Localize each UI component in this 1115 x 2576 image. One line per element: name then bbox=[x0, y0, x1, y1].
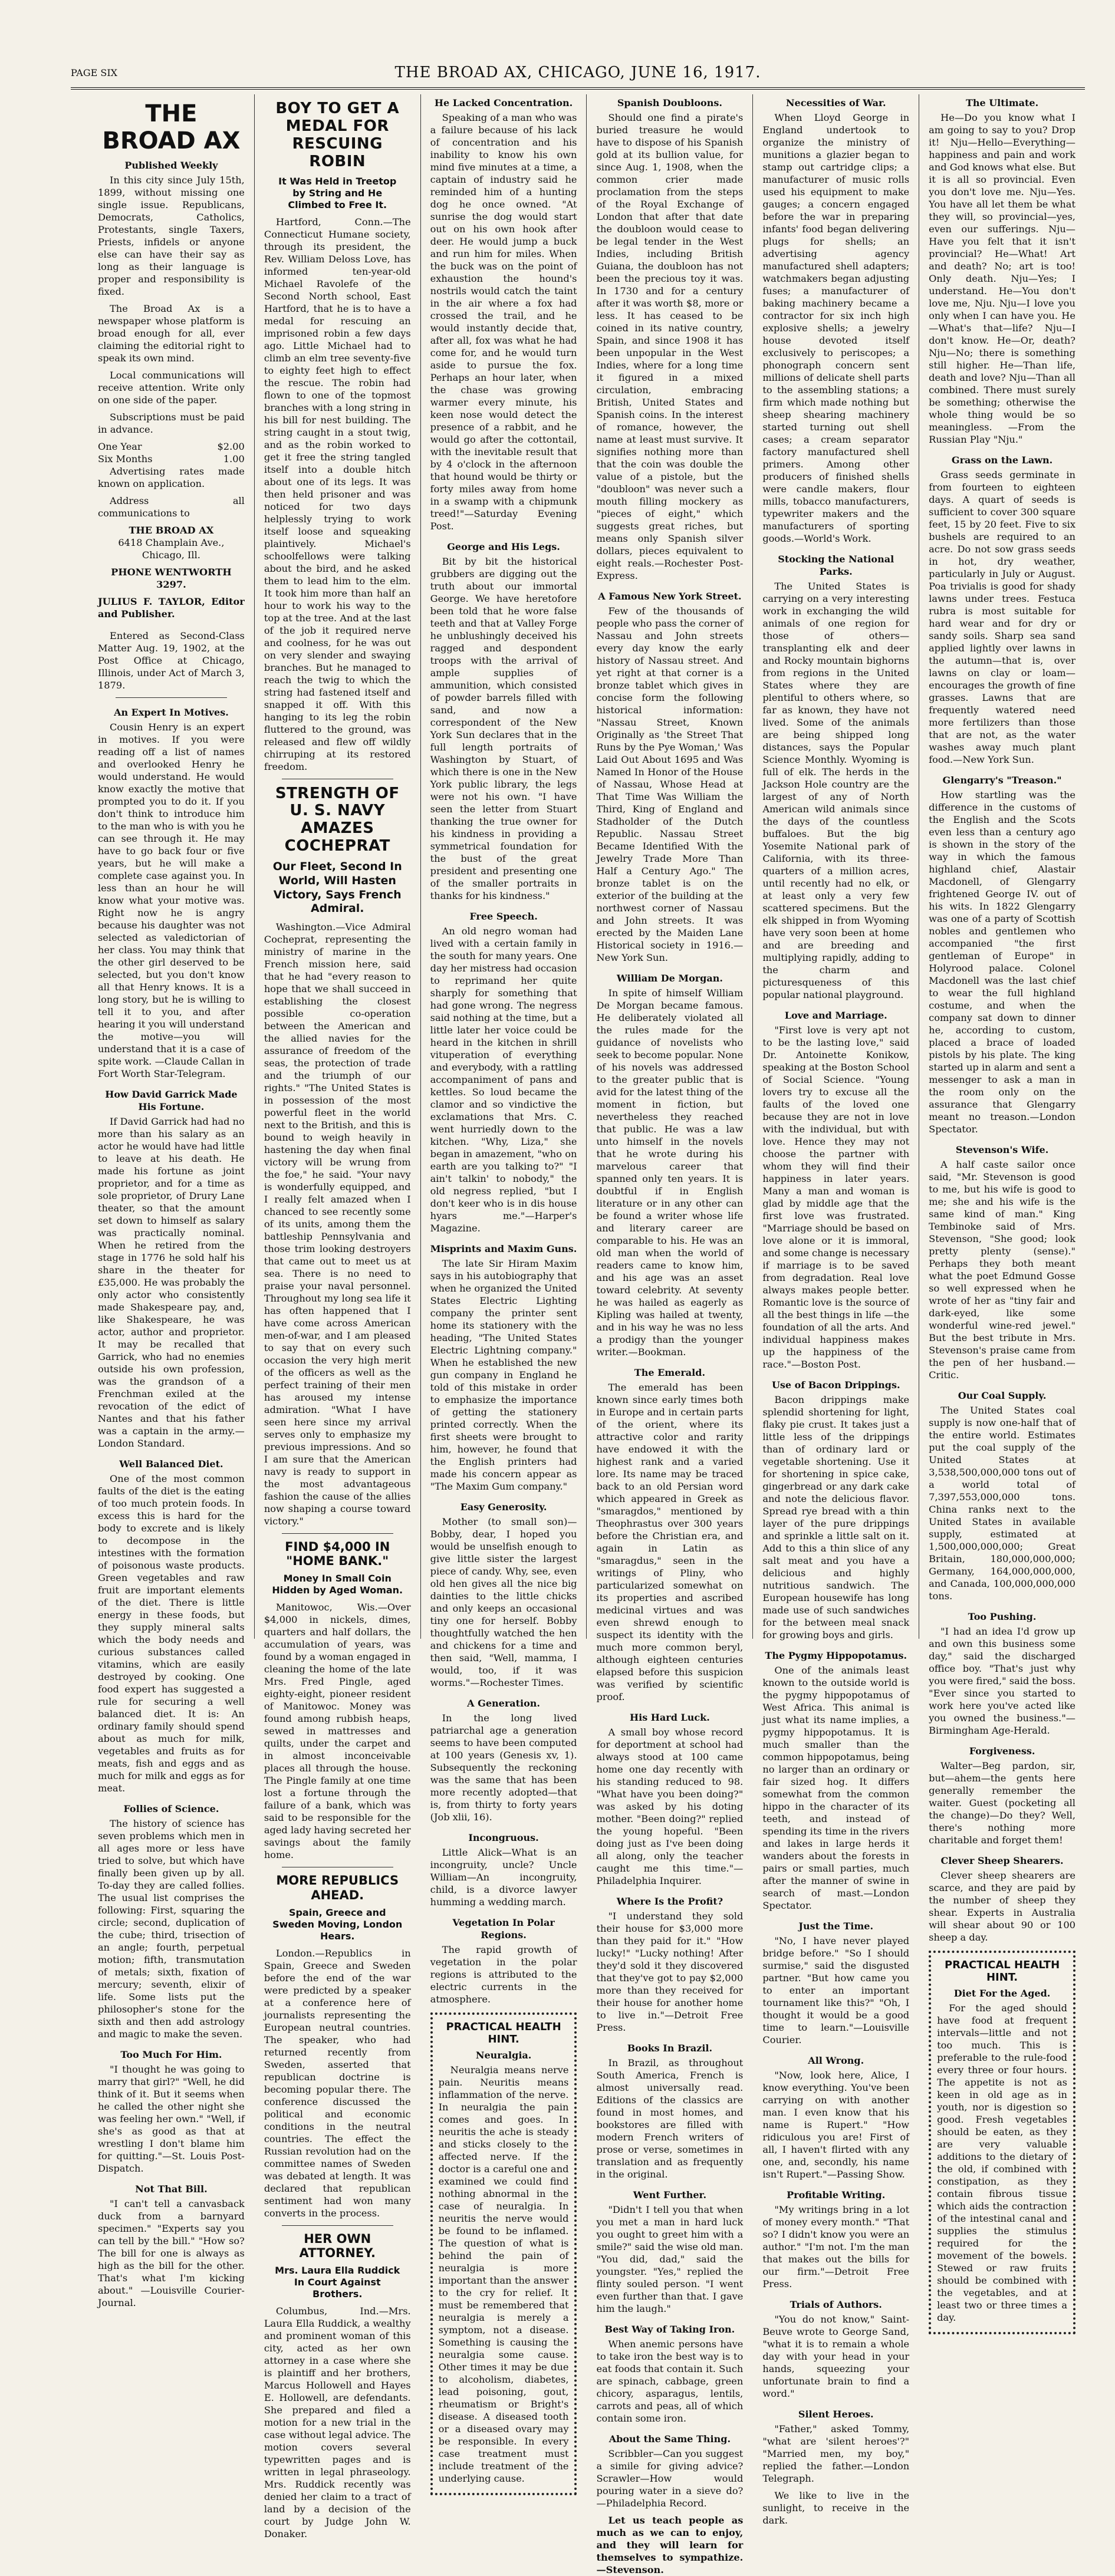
article-headline: Too Pushing. bbox=[968, 1611, 1037, 1622]
divider bbox=[282, 1533, 393, 1534]
article-headline: About the Same Thing. bbox=[609, 2433, 731, 2445]
article-subhead: It Was Held in Treetop by String and He Climbed to Free It. bbox=[278, 175, 397, 210]
article-body: The rapid growth of vegetation in the polar regions is attributed to the electric currents in the atmosphere. bbox=[430, 1944, 577, 2005]
article-body: In Brazil, as throughout South America, French is almost universally read. Editions of the classics are found in most homes, and bookstores are filled with modern French writers of prose or verse, sometimes in translation and as frequently in the original. bbox=[596, 2057, 744, 2180]
article-body: The emerald has been known since early times both in Europe and in certain parts of the orient, where its attractive color and rarity have endowed it with the highest rank and a varied lore. Its name may be traced back to an old Persian word which appeared in Greek as "smaragdos," mentioned by Theophrastus over 300 years before the Christian era, and again in Latin as "smaragdus," seen in the writings of Pliny, who particularized somewhat on its properties and ascribed medicinal virtues and was even shrewd enough to suspect its identity with the much more common beryl, although eighteen centuries elapsed before this suspicion was verified by scientific proof. bbox=[596, 1382, 744, 1702]
article-body: When anemic persons have to take iron the best way is to eat foods that contain it. Such are spinach, cabbage, green chicory, asparagus, lentils, carrots and peas, all of which contain some iron. bbox=[596, 2338, 744, 2424]
article-subhead: Mrs. Laura Ella Ruddick In Court Against Brothers. bbox=[275, 2264, 400, 2300]
article-headline: HER OWN ATTORNEY. bbox=[299, 2231, 376, 2260]
page-label: PAGE SIX bbox=[71, 67, 118, 78]
rate-one-year: One Year $2.00 bbox=[98, 441, 245, 452]
masthead bbox=[71, 64, 1085, 90]
article-body: Should one find a pirate's buried treasure he would have to dispose of his Spanish gold at its bullion value, for since Aug. 1, 1908, when the common crier made proclamation from the steps of the Royal Exchange of London that after that date the doubloon would cease to be legal tender in the West Indies, including British Guiana, the doubloon has not been the precious toy it was. In 1730 and for a century after it was worth $8, more or less. It has ceased to be coined in its native country, Spain, and since 1908 it has been unpopular in the West Indies, where for a long time it figured in a mixed circulation, embracing British, United States and Spanish coins. In the interest of romance, however, the name at least must survive. It signifies nothing more than that the coin was double the value of a pistole, but the "doubloon" was never such a mouth filling mockery as "pieces of eight," which suggests great riches, but means only Spanish silver dollars, pieces equivalent to eight reals.—Rochester Post-Express. bbox=[596, 112, 744, 581]
article-body: Bit by bit the historical grubbers are digging out the truth about our immortal George. We have heretofore been told that he wore false teeth and that at Valley Forge he unblushingly deceived his ragged and despondent troops with the arrival of ample supplies of ammunition, which consisted of powder barrels filled with sand, and now a correspondent of the New York Sun declares that in the full length portraits of Washington by Stuart, of which there is one in the New York public library, the legs were not his own. "I have seen the letter from Stuart thanking the true owner for his kindness in providing a symmetrical foundation for the bust of the great president and presenting one of the smaller portraits in thanks for his kindness." bbox=[430, 556, 577, 901]
article-headline: How David Garrick Made His Fortune. bbox=[105, 1089, 238, 1113]
article-body: "You do not know," Saint-Beuve wrote to George Sand, "what it is to remain a whole day with your head in your hands, squeezing your unfortunate brain to find a word." bbox=[762, 2314, 910, 2399]
article-body: If David Garrick had had no more than his salary as an actor he would have had little to leave at his death. He made his fortune as joint proprietor, and for a time as sole proprietor, of Drury Lane theater, so that the amount set down to himself as salary was practically nominal. When he retired from the stage in 1776 he sold half his share in the theater for £35,000. He was probably the only actor who consistently made Shakespeare pay, and, like Shakespeare, he was actor, author and proprietor. It may be recalled that Garrick, who had no enemies outside his own profession, was the grandson of a Frenchman exiled at the revocation of the edict of Nantes and that his father was a captain in the army.—London Standard. bbox=[98, 1116, 245, 1450]
article-body: Manitowoc, Wis.—Over $4,000 in nickels, dimes, quarters and half dollars, the accumulation of years, was found by a woman engaged in cleaning the home of the late Mrs. Fred Pingle, aged eighty-eight, pioneer resident of Manitowoc. Money was found among rubbish heaps, sewed in mattresses and quilts, under the carpet and in almost inconceivable places all through the house. The Pingle family at one time lost a fortune through the failure of a bank, which was said to be responsible for the aged lady having secreted her savings about the family home. bbox=[264, 1602, 411, 1861]
article-body: Mother (to small son)—Bobby, dear, I hoped you would be unselfish enough to give little sister the largest piece of candy. Why, see, even old hen gives all the nice big dainties to the little chicks and only keeps an occasional tiny one for herself. Bobby thoughtfully watched the hen and chickens for a time and then said, "Well, mamma, I would, too, if it was worms."—Rochester Times. bbox=[430, 1516, 577, 1688]
article-headline: Books In Brazil. bbox=[627, 2043, 713, 2054]
article-headline: Not That Bill. bbox=[135, 2183, 208, 2195]
columns bbox=[88, 94, 1085, 2575]
article-body: "First love is very apt not to be the lasting love," said Dr. Antoinette Konikow, speaking at the Boston School of Social Science. "Young lovers try to excuse all the faults of the loved one because they are not in love with the individual, but with love. Hence they may not choose the partner with whom they will find their happiness in later years. Many a man and woman is glad by middle age that the first love was frustrated. "Marriage should be based on love alone or it is immoral, and some change is necessary if marriage is to be saved from degradation. Real love always makes people better. Romantic love is the source of all the best things in life —the foundation of all the arts. And individual happiness makes up the happiness of the race."—Boston Post. bbox=[762, 1025, 910, 1370]
communications-note: Local communications will receive attention. Write only on one side of the paper. bbox=[98, 370, 245, 406]
article-body: Washington.—Vice Admiral Cocheprat, representing the ministry of marine in the French mission here, said that he had "every reason to hope that we shall succeed in establishing the closest possible co-operation between the American and the allied navies for the assurance of freedom of the seas, the protection of trade and the triumph of our rights." "The United States is in possession of the most powerful fleet in the world next to the British, and this is bound to weigh heavily in hastening the day when final victory will be wrung from the foe," he said. "Your navy is wonderfully equipped, and I really felt amazed when I chanced to see recently some of its units, among them the battleship Pennsylvania and those trim looking destroyers that came out to meet us at sea. There is no need to praise your naval personnel. Throughout my long sea life it has often happened that I have come across American men-of-war, and I am pleased to say that on every such occasion the very high merit of the officers as well as the perfect training of their men has aroused my intense admiration. "What I have seen here since my arrival serves only to emphasize my previous impressions. And so I am sure that the American navy is ready to support in the most advantageous fashion the cause of the allies now shaping a course toward victory." bbox=[264, 921, 411, 1527]
box-title: PRACTICAL HEALTH HINT. bbox=[944, 1959, 1060, 1984]
paper-title: THE BROAD AX bbox=[102, 100, 241, 154]
article-headline: Glengarry's "Treason." bbox=[942, 775, 1062, 786]
article-headline: MORE REPUBLICS AHEAD. bbox=[276, 1873, 399, 1902]
article-body: In the long lived patriarchal age a generation seems to have been computed at 100 years (Genesis xv, 1). Subsequently the reckoning was the same that has been more recently adopted—that is, from thirty to forty years (Job xlii, 16). bbox=[430, 1712, 577, 1823]
article-headline: STRENGTH OF U. S. NAVY AMAZES COCHEPRAT bbox=[275, 784, 400, 855]
article-headline: Love and Marriage. bbox=[784, 1010, 887, 1021]
intro-paragraph: In this city since July 15th, 1899, without missing one single issue. Republicans, Democrats, Catholics, Protestants, single Taxers, Priests, infidels or anyone else can have their say as long as their language is proper and responsibility is fixed. bbox=[98, 174, 245, 297]
article-headline: Stevenson's Wife. bbox=[955, 1144, 1049, 1155]
closing-quote: Let us teach people as much as we can to enjoy, and they will learn for themselves to sympathize.—Stevenson. bbox=[596, 2515, 744, 2575]
article-headline: Misprints and Maxim Guns. bbox=[430, 1243, 577, 1254]
box-subhead: Diet For the Aged. bbox=[953, 1988, 1051, 1999]
article-headline: Necessities of War. bbox=[785, 97, 886, 108]
article-body: Speaking of a man who was a failure because of his lack of concentration and his inability to know his own mind five minutes at a time, a captain of industry said he reminded him of a hunting dog he once owned. "At sunrise the dog would start out on his own hook after deer. He would jump a buck and run him for miles. When the buck was on the point of exhaustion the hound's nostrils would catch the taint in the air where a fox had crossed the trail, and he would instantly decide that, after all, fox was what he had come for, and he would turn aside to pursue the fox. Perhaps an hour later, when the chase was growing warmer every minute, his keen nose would detect the presence of a rabbit, and he would go after the cottontail, with the inevitable result that by 4 o'clock in the afternoon that hound would be thirty or forty miles away from home in a swamp with a chipmunk treed!"—Saturday Evening Post. bbox=[430, 112, 577, 532]
article-body: One of the animals least known to the outside world is the pygmy hippopotamus of West Africa. This animal is just what its name implies, a pygmy hippopotamus. It is much smaller than the common hippopotamus, being no larger than an ordinary or fair sized hog. It differs somewhat from the common hippo in the character of its teeth, and instead of spending its time in the rivers and lakes in large herds it wanders about the forests in pairs or small parties, much after the manner of swine in search of mast.—London Spectator. bbox=[762, 1665, 910, 1911]
divider bbox=[116, 697, 227, 698]
article-body: One of the most common faults of the diet is the eating of too much protein foods. In excess this is hard for the body to excrete and is likely to decompose in the intestines with the formation of poisonous waste products. Green vegetables and raw fruit are important elements of the diet. There is little energy in these foods, but they supply mineral salts which the body needs and curious substances called vitamins, which are easily destroyed by cooking. One food expert has suggested a rule for securing a well balanced diet. It is: An ordinary family should spend about as much for milk, vegetables and fruits as for meats, fish and eggs and as much for milk and eggs as for meat. bbox=[98, 1473, 245, 1794]
box-body: Neuralgia means nerve pain. Neuritis means inflammation of the nerve. In neuralgia the pain comes and goes. In neuritis the ache is steady and sticks closely to the affected nerve. If the doctor is a careful one and examined we could find nothing abnormal in the case of neuralgia. In neuritis the nerve would be found to be inflamed. The question of what is behind the pain of neuralgia is more important than the answer to the cry for relief. It must be remembered that neuralgia is merely a symptom, not a disease. Something is causing the neuralgia some cause. Other times it may be due to alcoholism, diabetes, lead poisoning, gout, rheumatism or Bright's disease. A diseased tooth or a diseased ovary may be responsible. In every case treatment must include treatment of the underlying cause. bbox=[438, 2064, 569, 2484]
address: 6418 Champlain Ave., Chicago, Ill. bbox=[118, 537, 225, 561]
article-body: The United States is carrying on a very interesting work in exchanging the wild animals of one region for those of others—transplanting elk and deer and Rocky mountain bighorns from regions in the United States where they are plentiful to others where, so far as known, they have not lived. Some of the animals are being shipped long distances, says the Popular Science Monthly. Wyoming is full of elk. The herds in the Jackson Hole country are the largest of any of North American wild animals since the days of the countless buffaloes. But the big Yosemite National park of California, with its three-quarters of a million acres, until recently had no elk, or at least only a very few scattered specimens. But the elk shipped in from Wyoming have very soon been at home and are breeding and multiplying rapidly, adding to the charm and picturesqueness of this popular national playground. bbox=[762, 581, 910, 1000]
box-title: PRACTICAL HEALTH HINT. bbox=[446, 2021, 561, 2045]
article-headline: Well Balanced Diet. bbox=[119, 1458, 223, 1470]
platform-paragraph: The Broad Ax is a newspaper whose platform is broad enough for all, ever claiming the editorial right to speak its own mind. bbox=[98, 303, 245, 364]
article-body: "I understand they sold their house for $3,000 more than they paid for it." "How lucky!" "Lucky nothing! After they'd sold it they discovered that they've got to pay $2,000 more than they received for their house for another home to live in."—Detroit Free Press. bbox=[596, 1910, 744, 2033]
phone: PHONE WENTWORTH 3297. bbox=[111, 566, 232, 590]
column-3 bbox=[421, 94, 587, 2484]
article-body: Few of the thousands of people who pass the corner of Nassau and John streets every day know the early history of Nassau street. And yet right at that corner is a bronze tablet which gives in concise form the following historical information: "Nassau Street, Known Originally as 'the Street That Runs by the Pye Woman,' Was Laid Out About 1695 and Was Named In Honor of the House of Nassau, Whose Head at That Time Was William the Third, King of England and Stadholder of the Dutch Republic. Nassau Street Became Identified With the Jewelry Trade More Than Half a Century Ago." The bronze tablet is on the exterior of the building at the northwest corner of Nassau and John streets. It was erected by the Maiden Lane Historical society in 1916.—New York Sun. bbox=[596, 605, 744, 963]
health-hint-box bbox=[430, 2012, 577, 2495]
article-body: "I can't tell a canvasback duck from a barnyard specimen." "Experts say you can tell by the bill." "How so? The bill for one is always as high as the bill for the other. That's what I'm kicking about." —Louisville Courier-Journal. bbox=[98, 2198, 245, 2309]
article-headline: Best Way of Taking Iron. bbox=[604, 2324, 735, 2335]
column-4 bbox=[587, 94, 753, 2575]
advertising-note: Advertising rates made known on application. bbox=[98, 466, 245, 489]
closing-line: We like to live in the sunlight, to receive in the dark. bbox=[762, 2490, 910, 2526]
article-body: He—Do you know what I am going to say to you? Drop it! Nju—Hello—Everything—happiness and pain and work and God knows what else. But it is all so provincial. Even you don't love me. Nju—Yes. You have all let them be what they will, so provincial—yes, even our sufferings. Nju—Have you felt that it isn't provincial? He—What! Art and death? No; art is too! Only death. Nju—Yes; I understand. He—You don't love me, Nju. Nju—I love you only when I can have you. He—What's that—life? Nju—I don't know. He—Or, death? Nju—No; there is something still higher. He—Than life, death and love? Nju—Than all combined. There must surely be something; otherwise the whole thing would be so meaningless. —From the Russian Play "Nju." bbox=[929, 112, 1075, 445]
article-subhead: Spain, Greece and Sweden Moving, London Hears. bbox=[272, 1906, 403, 1942]
entered-note: Entered as Second-Class Matter Aug. 19, 1902, at the Post Office at Chicago, Illinois, under Act of March 3, 1879. bbox=[98, 630, 245, 691]
article-headline: The Emerald. bbox=[634, 1367, 706, 1378]
article-body: Clever sheep shearers are scarce, and they are paid by the number of sheep they shear. Experts in Australia will shear about 90 or 100 sheep a day. bbox=[929, 1870, 1075, 1943]
article-body: The history of science has seven problems which men in all ages more or less have tried to solve, but which have finally been given up by all. To-day they are called follies. The usual list comprises the following: First, squaring the circle; second, duplication of the cube; third, trisection of an angle; fourth, perpetual motion; fifth, transmutation of metals; sixth, fixation of mercury; seventh, elixir of life. Some lists put the philosopher's stone for the sixth and then add astrology and magic to make the seven. bbox=[98, 1818, 245, 2040]
article-headline: Follies of Science. bbox=[123, 1803, 219, 1815]
article-headline: An Expert In Motives. bbox=[114, 707, 229, 719]
box-body: For the aged should have food at frequent intervals—little and not too much. This is preferable to the rule-food every three or four hours. The appetite is not as keen in old age as in youth, nor is digestion so good. Fresh vegetables should be eaten, as they are very valuable additions to the dietary of the old, if combined with constipation, as they contain fibrous tissue which aids the contraction of the intestinal canal and supplies the stimulus required for the movement of the bowels. Stewed or raw fruits should be combined with the vegetables, and at least two or three times a day. bbox=[937, 2002, 1067, 2323]
divider bbox=[282, 2225, 393, 2226]
article-headline: Easy Generosity. bbox=[460, 1501, 547, 1513]
article-body: "Father," asked Tommy, "what are 'silent heroes'?" "Married men, my boy," replied the father.—London Telegraph. bbox=[762, 2423, 910, 2484]
article-subhead: Our Fleet, Second In World, Will Hasten Victory, Says French Admiral. bbox=[272, 860, 402, 915]
article-body: The late Sir Hiram Maxim says in his autobiography that when he organized the United States Electric Lighting company the printer sent home its stationery with the heading, "The United States Electric Lightning company." When he established the new gun company in England he told of this mistake in order to emphasize the importance of getting the stationery printed correctly. When the first sheets were brought to him, however, he found that the English printers had made his concern appear as "The Maxim Gum company." bbox=[430, 1258, 577, 1492]
article-headline: Forgiveness. bbox=[969, 1745, 1035, 1757]
article-headline: A Famous New York Street. bbox=[598, 591, 742, 602]
article-body: "No, I have never played bridge before." "So I should surmise," said the disgusted partner. "But how came you to enter an important tournament like this?" "Oh, I thought it would be a good time to learn."—Louisville Courier. bbox=[762, 1935, 910, 2045]
article-body: A small boy whose record for deportment at school had always stood at 100 came home one day recently with his standing reduced to 98. "What have you been doing?" was asked by his doting mother. "Been doing?" replied the young hopeful. "Been doing just as I've been doing all along, only the teacher caught me this time."—Philadelphia Inquirer. bbox=[596, 1727, 744, 1886]
article-headline: The Pygmy Hippopotamus. bbox=[765, 1650, 907, 1661]
article-body: Grass seeds germinate in from fourteen to eighteen days. A quart of seeds is sufficient to cover 300 square feet, 15 by 20 feet. Five to six bushels are required to an acre. Do not sow grass seeds in hot, dry weather, particularly in July or August. Poa trivialis is good for shady lawns under trees. Festuca rubra is most suitable for hard wear and for dry or sandy soils. Sharp sea sand applied lightly over lawns in the autumn—that is, over lawns on clay or loam—encourages the growth of fine grasses. Lawns that are frequently watered need more fertilizers than those that are not, as the water washes away much plant food.—New York Sun. bbox=[929, 469, 1075, 765]
article-headline: Silent Heroes. bbox=[798, 2409, 874, 2420]
address-to: Address all communications to bbox=[98, 495, 245, 519]
box-subhead: Neuralgia. bbox=[475, 2050, 532, 2061]
article-headline: Spanish Doubloons. bbox=[617, 97, 722, 108]
health-hint-box bbox=[929, 1951, 1075, 2334]
article-headline: Incongruous. bbox=[468, 1832, 539, 1843]
article-headline: Use of Bacon Drippings. bbox=[771, 1379, 900, 1391]
article-headline: Free Speech. bbox=[469, 911, 538, 922]
article-body: Walter—Beg pardon, sir, but—ahem—the gents here generally remember the waiter. Guest (pocketing all the change)—Do they? Well, there's nothing more charitable and forget them! bbox=[929, 1760, 1075, 1846]
article-body: "I thought he was going to marry that girl?" "Well, he did think of it. But it seems when he called the other night she was feeling her own." "Well, if she's as good as that at wrestling I don't blame him for quitting."—St. Louis Post-Dispatch. bbox=[98, 2064, 245, 2175]
article-headline: Our Coal Supply. bbox=[958, 1390, 1047, 1401]
article-headline: His Hard Luck. bbox=[630, 1712, 710, 1723]
article-body: Columbus, Ind.—Mrs. Laura Ella Ruddick, a wealthy and prominent woman of this city, acted as her own attorney in a case where she is plaintiff and her brothers, Marcus Hollowell and Hayes E. Hollowell, are defendants. She prepared and filed a motion for a new trial in the case without legal advice. The motion covers several typewritten pages and is written in legal phraseology. Mrs. Ruddick recently was denied her claim to a tract of land by a decision of the court by Judge John W. Donaker. bbox=[264, 2305, 411, 2539]
article-headline: Went Further. bbox=[633, 2189, 707, 2201]
column-2 bbox=[255, 94, 421, 2539]
article-headline: Trials of Authors. bbox=[790, 2299, 882, 2310]
article-body: In spite of himself William De Morgan became famous. He deliberately violated all the rules made for the guidance of novelists who seek to become popular. None of his novels was addressed to the greater public that is avid for the latest thing of the moment in fiction, but nevertheless they reached that public. He was a law unto himself in the novels that he wrote during his marvelous career that spanned only ten years. It is doubtful if in English literature or in any other can be found a writer whose life and literary career are comparable to his. He was an old man when the world of readers came to know him, and his age was an asset toward celebrity. At seventy he was hailed as eagerly as Kipling was hailed at twenty, and in his way he was no less a prodigy than the younger writer.—Bookman. bbox=[596, 987, 744, 1358]
article-body: London.—Republics in Spain, Greece and Sweden before the end of the war were predicted by a speaker at a conference here of journalists representing the European neutral countries. The speaker, who had returned recently from Sweden, asserted that republican doctrine is becoming popular there. The conference discussed the political and economic conditions in the neutral countries. The effect the Russian revolution had on the committee names of Sweden was debated at length. It was declared that republican sentiment had won many converts in the process. bbox=[264, 1947, 411, 2219]
article-body: A half caste sailor once said, "Mr. Stevenson is good to me, but his wife is good to me; she and his wife is the same kind of man." King Tembinoke said of Mrs. Stevenson, "She good; look pretty plenty (sense)." Perhaps they both meant what the poet Edmund Gosse so well expressed when he wrote of her as "tiny fair and dark-eyed, like some wonderful wine-red jewel." But the best tribute in Mrs. Stevenson's praise came from the pen of her husband.—Critic. bbox=[929, 1159, 1075, 1381]
article-body: The United States coal supply is now one-half that of the entire world. Estimates put the coal supply of the United States at 3,538,500,000,000 tons out of a world total of 7,397,553,000,000 tons. China ranks next to the United States in available supply, estimated at 1,500,000,000,000; Great Britain, 180,000,000,000; Germany, 164,000,000,000, and Canada, 100,000,000,000 tons. bbox=[929, 1405, 1075, 1602]
editor: JULIUS F. TAYLOR, Editor and Publisher. bbox=[98, 596, 245, 620]
paper-name: THE BROAD AX bbox=[129, 525, 214, 536]
article-subhead: Money In Small Coin Hidden by Aged Woman. bbox=[272, 1573, 403, 1596]
article-body: "Didn't I tell you that when you met a man in hard luck you ought to greet him with a smile?" said the wise old man. "You did, dad," said the youngster. "Yes," replied the flinty souled person. "I went even further than that. I gave him the laugh." bbox=[596, 2204, 744, 2314]
article-headline: Stocking the National Parks. bbox=[778, 554, 894, 577]
column-5 bbox=[753, 94, 919, 2526]
article-headline: BOY TO GET A MEDAL FOR RESCUING ROBIN bbox=[275, 100, 400, 170]
rate-six-months: Six Months 1.00 bbox=[98, 453, 245, 465]
article-body: Hartford, Conn.—The Connecticut Humane society, through its president, the Rev. William Deloss Love, has informed ten-year-old Michael Ravolefe of the Second North school, East Hartford, that he is to have a medal for rescuing an imprisoned robin a few days ago. Little Michael had to climb an elm tree seventy-five to eighty feet high to effect the rescue. The robin had flown to one of the topmost branches with a long string in his bill for nest building. The string caught in a stout twig, and as the robin worked to get it free the string tangled itself into a double hitch about one of its legs. It was then held prisoner and was noticed for two days helplessly trying to work itself loose and squeaking plaintively. Michael's schoolfellows were talking about the bird, and he asked them to lead him to the elm. It took him more than half an hour to work his way to the top at the tree. And at the last of the job it required nerve and coolness, for he was out on very slender and swaying branches. But he managed to reach the twig to which the string had fastened itself and snapped it off. With this hanging to its leg the robin fluttered to the ground, was released and flew off wildly chirruping at its restored freedom. bbox=[264, 216, 411, 772]
article-headline: Vegetation In Polar Regions. bbox=[452, 1917, 555, 1941]
article-headline: He Lacked Concentration. bbox=[434, 97, 573, 108]
article-body: An old negro woman had lived with a certain family in the south for many years. One day her mistress had occasion to reprimand her quite sharply for something that had gone wrong. The negress said nothing at the time, but a little later her voice could be heard in the kitchen in shrill vituperation of everything and everybody, with a rattling accompaniment of pans and kettles. So loud became the clamor and so vindictive the exclamations that Mrs. C. went hurriedly down to the kitchen. "Why, Liza," she began in amazement, "who on earth are you talking to?" "I ain't talkin' to nobody," the old negress replied, "but I don't keer who is in dis house hyars me."—Harper's Magazine. bbox=[430, 925, 577, 1234]
article-body: Scribbler—Can you suggest a simile for giving advice? Scrawler—How would pouring water in a sieve do? —Philadelphia Record. bbox=[596, 2448, 744, 2509]
article-headline: All Wrong. bbox=[808, 2055, 864, 2066]
article-body: How startling was the difference in the customs of the English and the Scots even less than a century ago is shown in the story of the way in which the famous highland chief, Alastair Macdonell, of Glengarry frightened George IV. out of his wits. In 1822 Glengarry was one of a party of Scottish nobles and gentlemen who accompanied "the first gentleman of Europe" in Holyrood palace. Colonel Macdonell was the last chief to wear the full highland costume, and when the company sat down to dinner he, according to custom, placed a brace of loaded pistols by his plate. The king started up in alarm and sent a messenger to ask a man in the room only on the assurance that Glengarry meant no treason.—London Spectator. bbox=[929, 789, 1075, 1135]
article-headline: A Generation. bbox=[467, 1698, 540, 1709]
article-headline: Clever Sheep Shearers. bbox=[940, 1855, 1064, 1866]
article-headline: Grass on the Lawn. bbox=[951, 454, 1053, 466]
article-body: "Now, look here, Alice, I know everything. You've been carrying on with another man. I even know that his name is Rupert." "How ridiculous you are! First of all, I haven't flirted with any one, and, secondly, his name isn't Rupert."—Passing Show. bbox=[762, 2070, 910, 2180]
column-6 bbox=[919, 94, 1085, 2323]
article-headline: Just the Time. bbox=[798, 1921, 874, 1932]
article-headline: The Ultimate. bbox=[965, 97, 1039, 108]
article-body: "I had an idea I'd grow up and own this business some day," said the discharged office boy. "That's just why you were fired," said the boss. "Ever since you started to work here you've acted like you owned the business."—Birmingham Age-Herald. bbox=[929, 1626, 1075, 1736]
masthead-title: THE BROAD AX, CHICAGO, JUNE 16, 1917. bbox=[394, 64, 761, 81]
subscription-note: Subscriptions must be paid in advance. bbox=[98, 411, 245, 435]
article-body: When Lloyd George in England undertook to organize the ministry of munitions a glazier began to stamp out cartridge clips; a manufacturer of music rolls used his equipment to make gauges; a concern engaged before the war in preparing infants' food began delivering plugs for shells; an advertising agency manufactured shell adapters; watchmakers began adjusting fuses; a manufacturer of baking machinery became a contractor for six inch high explosive shells; a jewelry house devoted itself exclusively to periscopes; a phonograph concern sent millions of delicate shell parts to the assembling stations; a firm which made nothing but sheep shearing machinery started turning out shell cases; a cream separator factory manufactured shell primers. Among other producers of finished shells were candle makers, flour mills, tobacco manufacturers, typewriter makers and the manufacturers of sporting goods.—World's Work. bbox=[762, 112, 910, 544]
article-body: Bacon drippings make splendid shortening for light, flaky pie crust. It takes just a little less of the drippings than of ordinary lard or vegetable shortening. Use it for shortening in spice cake, gingerbread or any dark cake and note the delicious flavor. Spread rye bread with a thin layer of the pure drippings and sprinkle a little salt on it. Add to this a thin slice of any salt meat and you have a delicious and highly nutritious sandwich. The European housewife has long made use of such sandwiches for the between meal snack for growing boys and girls. bbox=[762, 1394, 910, 1641]
article-body: Cousin Henry is an expert in motives. If you were reading off a list of names and overlooked Henry he would understand. He would know exactly the motive that prompted you to do it. If you don't think to introduce him to the man who is with you he can see through it. He may have to go back four or five years, but he will make a complete case against you. In less than an hour he will know what your motive was. Right now he is angry because his daughter was not selected as valedictorian of her class. You may think that the other girl deserved to be selected, but you don't know all that Henry knows. It is a long story, but he is willing to tell it to you, and after hearing it you will understand the motive—you will understand that it is a case of spite work. —Claude Callan in Fort Worth Star-Telegram. bbox=[98, 722, 245, 1080]
article-headline: FIND $4,000 IN "HOME BANK." bbox=[285, 1540, 390, 1569]
article-body: Little Alick—What is an incongruity, uncle? Uncle William—An incongruity, child, is a divorce lawyer humming a wedding march. bbox=[430, 1847, 577, 1908]
article-headline: William De Morgan. bbox=[616, 973, 723, 984]
article-headline: Where Is the Profit? bbox=[616, 1896, 723, 1907]
column-1 bbox=[88, 94, 255, 2309]
article-headline: Too Much For Him. bbox=[120, 2049, 222, 2061]
article-headline: Profitable Writing. bbox=[787, 2189, 886, 2201]
article-body: "My writings bring in a lot of money every month." "That so? I didn't know you were an author." "I'm not. I'm the man that makes out the bills for our firm."—Detroit Free Press. bbox=[762, 2204, 910, 2290]
published-weekly: Published Weekly bbox=[124, 160, 218, 171]
article-headline: George and His Legs. bbox=[447, 541, 560, 552]
